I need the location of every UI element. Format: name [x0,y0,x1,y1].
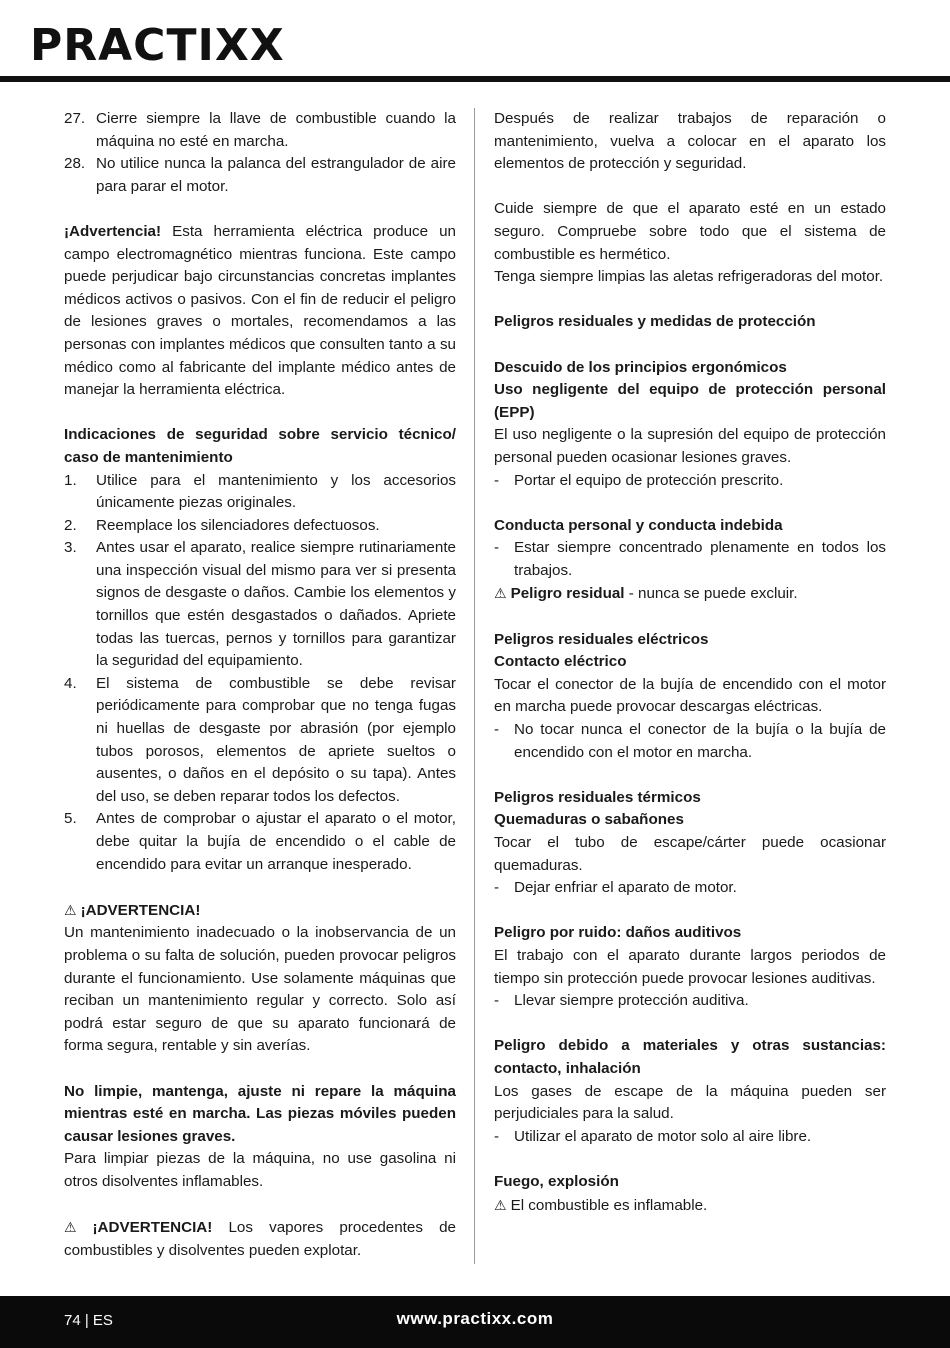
list-item: - No tocar nunca el conector de la bujía o la bujía de encendido con el motor en marcha. [494,721,886,761]
subheading: Contacto eléctrico [494,653,627,671]
subheading: Conducta personal y conducta indebida [494,516,783,534]
page-number: 74 | ES [64,1312,113,1329]
vapor-warning: ⚠ ¡ADVERTENCIA! Los vapores procedentes de combustibles y disolventes pueden explotar. [64,1219,456,1259]
service-list [64,470,456,877]
paragraph: Tenga siempre limpias las aletas refrigeradoras del motor. [494,268,884,286]
paragraph: Los gases de escape de la máquina pueden ser perjudiciales para la salud. [494,1082,886,1123]
list-item: 1. Utilice para el mantenimiento y los accesorios únicamente piezas originales. [64,471,456,512]
warning-triangle-icon: ⚠ [494,1196,507,1213]
subheading: Descuido de los principios ergonómicos [494,358,787,376]
paragraph: Tocar el tubo de escape/cárter puede ocasionar quemaduras. [494,834,886,874]
section-heading: Peligro por ruido: daños auditivos [494,924,742,942]
list-item: 27. Cierre siempre la llave de combustible cuando la máquina no esté en marcha. [64,110,456,150]
paragraph: Cuide siempre de que el aparato esté en un estado seguro. Compruebe sobre todo que el sistema de combustible es hermético. [494,200,886,263]
list-item: - Llevar siempre protección auditiva. [494,992,749,1010]
cleaning-note: Para limpiar piezas de la máquina, no use gasolina ni otros disolventes inflamables. [64,1150,456,1190]
section-heading: Peligros residuales eléctricos [494,630,709,648]
list-item: 28. No utilice nunca la palanca del estrangulador de aire para parar el motor. [64,155,456,195]
warning-triangle-icon: ⚠ [494,585,507,602]
brand-logo: PRACTIXX [30,20,285,71]
right-column [494,108,886,1217]
list-item: - Utilizar el aparato de motor solo al aire libre. [494,1127,812,1145]
paragraph: Después de realizar trabajos de reparación o mantenimiento, vuelva a colocar en el aparato los elementos de protección y seguridad. [494,110,886,173]
fire-note: ⚠ El combustible es inflamable. [494,1196,708,1214]
list-item: 3. Antes usar el aparato, realice siempre rutinariamente una inspección visual del mismo para ver si presenta signos de desgaste o daños. Cambie los elementos y tornillos que estén desgastados o dañados. Apriete todas las tuercas, pernos y tornillos para garantizar la seguridad del equipamiento. [64,539,456,670]
safety-list-continued [64,108,456,198]
subheading: Uso negligente del equipo de protección personal (EPP) [494,381,886,421]
column-divider [474,108,475,1264]
list-item: - Dejar enfriar el aparato de motor. [494,879,737,897]
no-cleaning-warning: No limpie, mantenga, ajuste ni repare la máquina mientras esté en marcha. Las piezas móviles pueden causar lesiones graves. [64,1082,456,1145]
page-footer [0,1296,950,1348]
service-heading: Indicaciones de seguridad sobre servicio técnico/ caso de mantenimiento [64,426,456,466]
list-item: 5. Antes de comprobar o ajustar el aparato o el motor, debe quitar la bujía de encendido o el cable de encendido para evitar un arranque inesperado. [64,810,456,873]
list-item: 4. El sistema de combustible se debe revisar periódicamente para comprobar que no tenga fugas ni huellas de desgaste por abrasión (por ejemplo tubos porosos, elementos de apriete sueltos o ausentes, o daños en el depósito o su tapa). Antes del uso, se deben reparar todos los defectos. [64,674,456,805]
subheading: Quemaduras o sabañones [494,811,684,829]
section-heading: Peligro debido a materiales y otras sustancias: contacto, inhalación [494,1037,886,1077]
section-heading: Fuego, explosión [494,1172,619,1190]
maintenance-warning-heading: ⚠ ¡ADVERTENCIA! [64,901,201,919]
section-heading: Peligros residuales y medidas de protección [494,313,816,331]
paragraph: Tocar el conector de la bujía de encendido con el motor en marcha puede provocar descargas eléctricas. [494,675,886,716]
list-item: - Estar siempre concentrado plenamente en todos los trabajos. [494,539,886,579]
paragraph: El trabajo con el aparato durante largos periodos de tiempo sin protección puede provocar lesiones auditivas. [494,946,886,987]
left-column [64,108,456,1262]
warning-triangle-icon: ⚠ [64,901,77,918]
emf-warning: ¡Advertencia! Esta herramienta eléctrica produce un campo electromagnético mientras funciona. Este campo puede perjudicar bajo circunstancias concretas implantes médicos activos o pasivos. Con el fin de reducir el peligro de lesiones graves o mortales, recomendamos a las personas con implantes médicos que consulten tanto a su médico como al fabricante del implante médico antes de manejar la herramienta eléctrica. [64,222,456,399]
page-header [0,0,950,84]
paragraph: El uso negligente o la supresión del equipo de protección personal pueden ocasionar lesiones graves. [494,426,886,466]
list-item: - Portar el equipo de protección prescrito. [494,471,784,489]
residual-note: ⚠ Peligro residual - nunca se puede excluir. [494,585,798,603]
list-item: 2. Reemplace los silenciadores defectuosos. [64,516,380,534]
website-link[interactable]: www.practixx.com [396,1309,554,1328]
maintenance-warning-text: Un mantenimiento inadecuado o la inobservancia de un problema o su falta de solución, pueden provocar peligros durante el funcionamiento. Use solamente máquinas que reciban un mantenimiento regular y correcto. Solo así podrá estar seguro de que su aparato funcionará de forma segura, rentable y sin averías. [64,924,456,1055]
warning-triangle-icon: ⚠ [64,1219,89,1236]
header-rule [0,76,950,82]
section-heading: Peligros residuales térmicos [494,788,701,806]
